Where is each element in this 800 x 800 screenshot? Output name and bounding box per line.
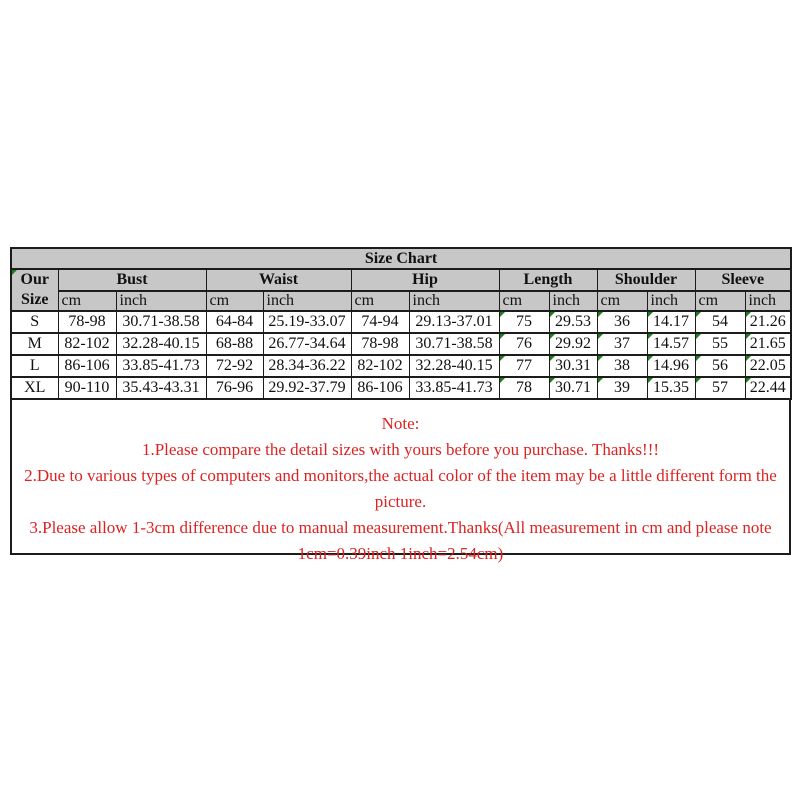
- cell-sleeve-cm: 55: [695, 333, 745, 355]
- cell-sleeve-cm: 56: [695, 355, 745, 377]
- title-row: [11, 248, 791, 269]
- note-item-3: 3.Please allow 1-3cm difference due to manual measurement.Thanks(All measurement in cm and please note 1cm=0.39inch 1inch=2.54cm): [29, 518, 772, 563]
- cell-waist-cm: 72-92: [206, 355, 263, 377]
- corner-header-line1: Our: [20, 271, 49, 288]
- unit-header-bust-cm: cm: [58, 291, 116, 312]
- corner-header-our-size: [11, 269, 58, 311]
- cell-hip-inch: 32.28-40.15: [409, 355, 499, 377]
- cell-shoulder-cm: 36: [597, 311, 647, 333]
- group-header-waist: Waist: [206, 269, 351, 291]
- cell-shoulder-inch: 14.57: [647, 333, 695, 355]
- cell-bust-inch: 35.43-43.31: [116, 377, 206, 399]
- cell-bust-inch: 32.28-40.15: [116, 333, 206, 355]
- table-title: Size Chart: [11, 248, 791, 269]
- cell-sleeve-cm: 54: [695, 311, 745, 333]
- cell-size-label: S: [11, 311, 58, 333]
- cell-shoulder-cm: 39: [597, 377, 647, 399]
- size-chart-content: [10, 247, 791, 563]
- cell-waist-cm: 64-84: [206, 311, 263, 333]
- cell-bust-cm: 78-98: [58, 311, 116, 333]
- cell-bust-cm: 90-110: [58, 377, 116, 399]
- unit-header-hip-inch: inch: [409, 291, 499, 312]
- corner-header-line2: Size: [20, 291, 49, 308]
- cell-sleeve-inch: 22.44: [745, 377, 791, 399]
- unit-header-length-cm: cm: [499, 291, 549, 312]
- cell-bust-inch: 30.71-38.58: [116, 311, 206, 333]
- cell-shoulder-inch: 14.96: [647, 355, 695, 377]
- cell-hip-cm: 78-98: [351, 333, 409, 355]
- cell-sleeve-inch: 21.26: [745, 311, 791, 333]
- cell-length-cm: 78: [499, 377, 549, 399]
- cell-length-cm: 75: [499, 311, 549, 333]
- note-item-1: 1.Please compare the detail sizes with yours before you purchase. Thanks!!!: [141, 440, 660, 459]
- cell-bust-cm: 86-106: [58, 355, 116, 377]
- cell-shoulder-inch: 15.35: [647, 377, 695, 399]
- cell-sleeve-cm: 57: [695, 377, 745, 399]
- unit-header-bust-inch: inch: [116, 291, 206, 312]
- unit-header-sleeve-inch: inch: [745, 291, 791, 312]
- group-header-sleeve: Sleeve: [695, 269, 791, 291]
- cell-hip-cm: 82-102: [351, 355, 409, 377]
- cell-waist-cm: 76-96: [206, 377, 263, 399]
- unit-header-shoulder-inch: inch: [647, 291, 695, 312]
- cell-hip-inch: 29.13-37.01: [409, 311, 499, 333]
- unit-header-waist-cm: cm: [206, 291, 263, 312]
- cell-size-label: L: [11, 355, 58, 377]
- cell-waist-inch: 29.92-37.79: [263, 377, 351, 399]
- cell-size-label: M: [11, 333, 58, 355]
- table-row-size-m: [11, 333, 791, 355]
- cell-length-inch: 30.71: [549, 377, 597, 399]
- cell-hip-cm: 86-106: [351, 377, 409, 399]
- cell-length-cm: 76: [499, 333, 549, 355]
- table-row-size-xl: [11, 377, 791, 399]
- group-header-hip: Hip: [351, 269, 499, 291]
- unit-header-waist-inch: inch: [263, 291, 351, 312]
- note-item-2: 2.Due to various types of computers and monitors,the actual color of the item may be a little different form the picture.: [24, 466, 777, 511]
- cell-size-label: XL: [11, 377, 58, 399]
- unit-header-length-inch: inch: [549, 291, 597, 312]
- unit-header-shoulder-cm: cm: [597, 291, 647, 312]
- cell-bust-cm: 82-102: [58, 333, 116, 355]
- cell-sleeve-inch: 22.05: [745, 355, 791, 377]
- group-header-shoulder: Shoulder: [597, 269, 695, 291]
- cell-hip-cm: 74-94: [351, 311, 409, 333]
- cell-hip-inch: 33.85-41.73: [409, 377, 499, 399]
- cell-waist-inch: 26.77-34.64: [263, 333, 351, 355]
- cell-shoulder-cm: 37: [597, 333, 647, 355]
- note-heading: Note:: [381, 414, 420, 433]
- group-header-row: [11, 269, 791, 291]
- unit-header-hip-cm: cm: [351, 291, 409, 312]
- table-row-size-s: [11, 311, 791, 333]
- cell-waist-cm: 68-88: [206, 333, 263, 355]
- cell-length-inch: 29.53: [549, 311, 597, 333]
- note-box: [10, 400, 791, 563]
- cell-sleeve-inch: 21.65: [745, 333, 791, 355]
- group-header-bust: Bust: [58, 269, 206, 291]
- table-row-size-l: [11, 355, 791, 377]
- cell-hip-inch: 30.71-38.58: [409, 333, 499, 355]
- unit-header-row: [11, 291, 791, 312]
- size-chart-table: [10, 247, 792, 400]
- cell-waist-inch: 28.34-36.22: [263, 355, 351, 377]
- cell-length-inch: 29.92: [549, 333, 597, 355]
- cell-shoulder-cm: 38: [597, 355, 647, 377]
- unit-header-sleeve-cm: cm: [695, 291, 745, 312]
- cell-length-cm: 77: [499, 355, 549, 377]
- cell-bust-inch: 33.85-41.73: [116, 355, 206, 377]
- group-header-length: Length: [499, 269, 597, 291]
- cell-length-inch: 30.31: [549, 355, 597, 377]
- cell-waist-inch: 25.19-33.07: [263, 311, 351, 333]
- cell-shoulder-inch: 14.17: [647, 311, 695, 333]
